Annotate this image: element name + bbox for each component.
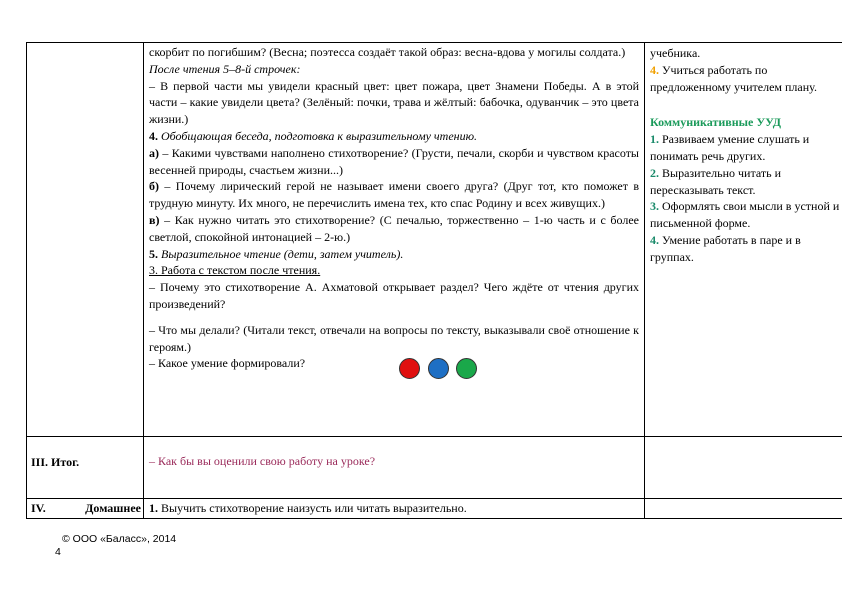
itog-row [27, 437, 842, 499]
uud-title: Коммуникативные УУД [650, 115, 782, 130]
question-b [149, 178, 639, 212]
comm-item-1-number: 1. [650, 132, 659, 147]
question-a-label: а) [149, 145, 159, 160]
item-4-text: Учиться работать по предложенному учителем плану. [650, 62, 817, 94]
after-reading-heading: После чтения 5–8-й строчек: [149, 61, 301, 76]
stage-cell [27, 43, 144, 437]
comm-item-4 [650, 232, 842, 266]
comm-item-2-number: 2. [650, 165, 659, 180]
copyright-footer: © ООО «Баласс», 2014 [62, 533, 177, 545]
homework-label-text: Домашнее [85, 501, 141, 515]
homework-empty-cell [645, 499, 842, 519]
comm-item-4-number: 4. [650, 232, 659, 247]
question-a-text: – Какими чувствами наполнено стихотворение? (Грусти, печали, скорби и чувством красоты весенней природы, счастьем жизни...) [149, 145, 639, 177]
blue-circle-icon [428, 358, 449, 379]
homework-row [27, 499, 842, 519]
color-circles [149, 372, 639, 389]
question-b-label: б) [149, 179, 159, 194]
question-skill: – Какое умение формировали? [149, 356, 306, 371]
after-reading-text: – В первой части мы увидели красный цвет: цвет пожара, цвет Знамени Победы. А в этой части – какие увидели цвета? (Зелёный: почки, трава и жёлтый: бабочка, одуванчик – это цвета жизни.) [149, 78, 639, 127]
content-cell [144, 43, 645, 437]
comm-item-4-text: Умение работать в паре и в группах. [650, 232, 801, 264]
question-c-label: в) [149, 212, 160, 227]
step-5-number: 5. [149, 246, 158, 261]
lesson-table [26, 42, 842, 519]
main-row [27, 43, 842, 437]
question-why: – Почему это стихотворение А. Ахматовой открывает раздел? Чего ждёте от чтения других произведений? [149, 280, 639, 311]
step-4 [149, 128, 639, 145]
question-b-text: – Почему лирический герой не называет имени своего друга? (Друг тот, кто поможет в трудную минуту. Их много, не перечислить имена тех, кто спас Родину и всех живущих.) [149, 179, 640, 211]
comm-item-2 [650, 165, 842, 199]
homework-label-number: IV. [31, 501, 46, 515]
itog-text: – Как бы вы оценили свою работу на уроке? [144, 437, 645, 499]
comm-item-3-number: 3. [650, 199, 659, 214]
homework-number: 1. [149, 501, 158, 515]
homework-text [144, 499, 645, 519]
question-c [149, 212, 639, 246]
item-4-number: 4. [650, 62, 659, 77]
question-a [149, 145, 639, 179]
step-5 [149, 246, 639, 263]
question-what: – Что мы делали? (Читали текст, отвечали на вопросы по тексту, выказывали своё отношение к героям.) [149, 322, 639, 354]
step-4-number: 4. [149, 128, 158, 143]
comm-item-2-text: Выразительно читать и пересказывать текст. [650, 165, 782, 197]
homework-label [27, 499, 144, 519]
text-line: скорбит по погибшим? (Весна; поэтесса создаёт такой образ: весна-вдова у могилы солдата.) [149, 45, 626, 59]
comm-item-1-text: Развиваем умение слушать и понимать речь других. [650, 132, 810, 163]
step-3-line: 3. Работа с текстом после чтения. [149, 263, 321, 278]
page-number: 4 [55, 546, 61, 558]
comm-item-3-text: Оформлять свои мысли в устной и письменной форме. [650, 199, 840, 231]
red-circle-icon [399, 358, 420, 379]
right-top-text: учебника. [650, 46, 701, 60]
itog-label: III. Итог. [27, 437, 144, 499]
green-circle-icon [456, 358, 477, 379]
itog-empty-cell [645, 437, 842, 499]
comm-item-3 [650, 198, 842, 232]
item-4 [650, 62, 842, 96]
homework-task: Выучить стихотворение наизусть или читать выразительно. [161, 501, 467, 515]
step-4-title: Обобщающая беседа, подготовка к выразительному чтению. [161, 128, 478, 143]
question-c-text: – Как нужно читать это стихотворение? (С печалью, торжественно – 1-ю часть и с более светлой, спокойной интонацией – 2-ю.) [149, 212, 640, 244]
comm-item-1 [650, 131, 842, 165]
step-5-title: Выразительное чтение (дети, затем учитель). [161, 246, 404, 261]
uud-cell [645, 43, 842, 437]
